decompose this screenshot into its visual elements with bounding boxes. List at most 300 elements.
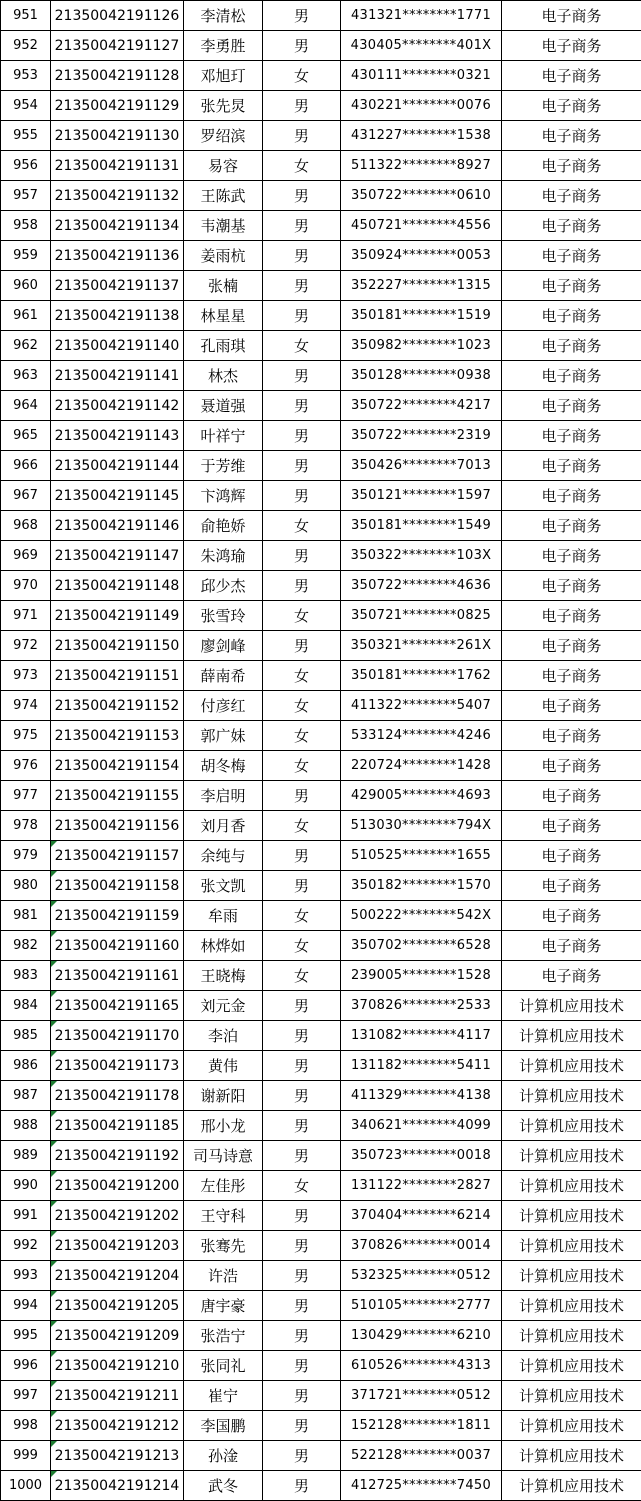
cell-name: 刘月香 (184, 811, 263, 841)
cell-id-card: 430111********0321 (341, 61, 502, 91)
cell-exam-id: 21350042191137 (51, 271, 184, 301)
cell-index: 969 (1, 541, 51, 571)
cell-id-card: 350982********1023 (341, 331, 502, 361)
cell-id-card: 370826********2533 (341, 991, 502, 1021)
table-row (1, 1411, 641, 1441)
table-row (1, 541, 641, 571)
cell-index: 980 (1, 871, 51, 901)
table-row (1, 1351, 641, 1381)
cell-major: 电子商务 (502, 481, 641, 511)
cell-major: 电子商务 (502, 451, 641, 481)
cell-id-card: 500222********542X (341, 901, 502, 931)
cell-id-card: 533124********4246 (341, 721, 502, 751)
cell-name: 王守科 (184, 1201, 263, 1231)
table-row (1, 511, 641, 541)
cell-name: 武冬 (184, 1471, 263, 1501)
cell-exam-id: 21350042191156 (51, 811, 184, 841)
cell-major: 电子商务 (502, 691, 641, 721)
table-row (1, 31, 641, 61)
cell-index: 970 (1, 571, 51, 601)
cell-id-card: 522128********0037 (341, 1441, 502, 1471)
cell-index: 1000 (1, 1471, 51, 1501)
cell-gender: 男 (263, 121, 341, 151)
cell-gender: 男 (263, 301, 341, 331)
cell-index: 962 (1, 331, 51, 361)
cell-gender: 男 (263, 361, 341, 391)
cell-id-card: 411322********5407 (341, 691, 502, 721)
cell-index: 966 (1, 451, 51, 481)
cell-major: 电子商务 (502, 301, 641, 331)
cell-gender: 男 (263, 991, 341, 1021)
cell-exam-id: 21350042191152 (51, 691, 184, 721)
cell-index: 991 (1, 1201, 51, 1231)
cell-id-card: 513030********794X (341, 811, 502, 841)
cell-index: 979 (1, 841, 51, 871)
cell-exam-id: 21350042191141 (51, 361, 184, 391)
cell-major: 电子商务 (502, 841, 641, 871)
cell-name: 许浩 (184, 1261, 263, 1291)
cell-id-card: 152128********1811 (341, 1411, 502, 1441)
cell-name: 叶祥宁 (184, 421, 263, 451)
cell-id-card: 350702********6528 (341, 931, 502, 961)
cell-exam-id: 21350042191212 (51, 1411, 184, 1441)
cell-gender: 女 (263, 511, 341, 541)
cell-name: 李清松 (184, 1, 263, 31)
cell-index: 959 (1, 241, 51, 271)
cell-exam-id: 21350042191159 (51, 901, 184, 931)
table-row (1, 181, 641, 211)
cell-major: 电子商务 (502, 721, 641, 751)
cell-gender: 男 (263, 1321, 341, 1351)
cell-exam-id: 21350042191150 (51, 631, 184, 661)
cell-id-card: 510525********1655 (341, 841, 502, 871)
table-row (1, 811, 641, 841)
cell-id-card: 131122********2827 (341, 1171, 502, 1201)
cell-id-card: 350722********4636 (341, 571, 502, 601)
cell-id-card: 340621********4099 (341, 1111, 502, 1141)
cell-index: 981 (1, 901, 51, 931)
cell-major: 电子商务 (502, 781, 641, 811)
table-row (1, 301, 641, 331)
cell-exam-id: 21350042191132 (51, 181, 184, 211)
cell-major: 电子商务 (502, 511, 641, 541)
cell-gender: 女 (263, 721, 341, 751)
cell-name: 李泊 (184, 1021, 263, 1051)
cell-major: 电子商务 (502, 661, 641, 691)
cell-gender: 女 (263, 691, 341, 721)
cell-name: 聂道强 (184, 391, 263, 421)
cell-name: 付彦红 (184, 691, 263, 721)
cell-id-card: 370826********0014 (341, 1231, 502, 1261)
cell-major: 电子商务 (502, 751, 641, 781)
cell-id-card: 350723********0018 (341, 1141, 502, 1171)
cell-exam-id: 21350042191154 (51, 751, 184, 781)
cell-index: 964 (1, 391, 51, 421)
cell-exam-id: 21350042191213 (51, 1441, 184, 1471)
table-row (1, 391, 641, 421)
cell-gender: 女 (263, 151, 341, 181)
cell-exam-id: 21350042191149 (51, 601, 184, 631)
cell-exam-id: 21350042191161 (51, 961, 184, 991)
cell-exam-id: 21350042191205 (51, 1291, 184, 1321)
cell-id-card: 350181********1762 (341, 661, 502, 691)
cell-major: 电子商务 (502, 421, 641, 451)
cell-exam-id: 21350042191127 (51, 31, 184, 61)
cell-gender: 男 (263, 1, 341, 31)
cell-gender: 男 (263, 1471, 341, 1501)
cell-gender: 女 (263, 601, 341, 631)
cell-major: 计算机应用技术 (502, 1411, 641, 1441)
cell-index: 984 (1, 991, 51, 1021)
table-row (1, 121, 641, 151)
cell-major: 计算机应用技术 (502, 1471, 641, 1501)
cell-exam-id: 21350042191178 (51, 1081, 184, 1111)
cell-major: 计算机应用技术 (502, 1291, 641, 1321)
cell-gender: 男 (263, 181, 341, 211)
table-row (1, 571, 641, 601)
cell-id-card: 431321********1771 (341, 1, 502, 31)
cell-name: 牟雨 (184, 901, 263, 931)
cell-name: 谢新阳 (184, 1081, 263, 1111)
cell-exam-id: 21350042191203 (51, 1231, 184, 1261)
cell-gender: 男 (263, 421, 341, 451)
cell-name: 邢小龙 (184, 1111, 263, 1141)
cell-id-card: 352227********1315 (341, 271, 502, 301)
cell-gender: 男 (263, 91, 341, 121)
cell-id-card: 430405********401X (341, 31, 502, 61)
cell-gender: 男 (263, 1381, 341, 1411)
cell-index: 998 (1, 1411, 51, 1441)
cell-gender: 女 (263, 661, 341, 691)
table-row (1, 361, 641, 391)
cell-index: 954 (1, 91, 51, 121)
cell-exam-id: 21350042191192 (51, 1141, 184, 1171)
cell-id-card: 350182********1570 (341, 871, 502, 901)
cell-gender: 男 (263, 1441, 341, 1471)
table-row (1, 1171, 641, 1201)
cell-exam-id: 21350042191145 (51, 481, 184, 511)
cell-id-card: 350426********7013 (341, 451, 502, 481)
cell-id-card: 131182********5411 (341, 1051, 502, 1081)
cell-gender: 男 (263, 1141, 341, 1171)
cell-exam-id: 21350042191140 (51, 331, 184, 361)
cell-name: 王陈武 (184, 181, 263, 211)
table-row (1, 1081, 641, 1111)
cell-exam-id: 21350042191148 (51, 571, 184, 601)
cell-major: 计算机应用技术 (502, 1051, 641, 1081)
cell-id-card: 239005********1528 (341, 961, 502, 991)
cell-exam-id: 21350042191157 (51, 841, 184, 871)
cell-exam-id: 21350042191129 (51, 91, 184, 121)
cell-exam-id: 21350042191165 (51, 991, 184, 1021)
cell-name: 俞艳娇 (184, 511, 263, 541)
cell-exam-id: 21350042191185 (51, 1111, 184, 1141)
cell-index: 999 (1, 1441, 51, 1471)
cell-gender: 男 (263, 1291, 341, 1321)
table-row (1, 1441, 641, 1471)
cell-exam-id: 21350042191147 (51, 541, 184, 571)
cell-gender: 女 (263, 751, 341, 781)
cell-exam-id: 21350042191155 (51, 781, 184, 811)
table-row (1, 961, 641, 991)
cell-exam-id: 21350042191153 (51, 721, 184, 751)
cell-index: 951 (1, 1, 51, 31)
cell-index: 960 (1, 271, 51, 301)
cell-id-card: 350924********0053 (341, 241, 502, 271)
cell-exam-id: 21350042191138 (51, 301, 184, 331)
cell-name: 廖剑峰 (184, 631, 263, 661)
cell-major: 电子商务 (502, 811, 641, 841)
cell-id-card: 431227********1538 (341, 121, 502, 151)
table-row (1, 1381, 641, 1411)
cell-name: 刘元金 (184, 991, 263, 1021)
cell-gender: 男 (263, 1051, 341, 1081)
table-row (1, 1291, 641, 1321)
cell-major: 计算机应用技术 (502, 1261, 641, 1291)
cell-name: 姜雨杭 (184, 241, 263, 271)
cell-major: 电子商务 (502, 241, 641, 271)
cell-index: 997 (1, 1381, 51, 1411)
cell-id-card: 450721********4556 (341, 211, 502, 241)
cell-major: 电子商务 (502, 151, 641, 181)
cell-name: 于芳维 (184, 451, 263, 481)
cell-exam-id: 21350042191170 (51, 1021, 184, 1051)
cell-id-card: 510105********2777 (341, 1291, 502, 1321)
cell-id-card: 430221********0076 (341, 91, 502, 121)
table-row (1, 1141, 641, 1171)
cell-name: 孙淦 (184, 1441, 263, 1471)
table-row (1, 1021, 641, 1051)
cell-gender: 男 (263, 781, 341, 811)
table-row (1, 781, 641, 811)
cell-name: 张骞先 (184, 1231, 263, 1261)
cell-gender: 男 (263, 1021, 341, 1051)
cell-name: 薛南希 (184, 661, 263, 691)
cell-gender: 男 (263, 1411, 341, 1441)
cell-major: 计算机应用技术 (502, 1021, 641, 1051)
table-row (1, 1471, 641, 1501)
cell-id-card: 370404********6214 (341, 1201, 502, 1231)
cell-index: 978 (1, 811, 51, 841)
cell-id-card: 350121********1597 (341, 481, 502, 511)
cell-major: 电子商务 (502, 601, 641, 631)
cell-exam-id: 21350042191158 (51, 871, 184, 901)
cell-major: 计算机应用技术 (502, 1111, 641, 1141)
cell-major: 电子商务 (502, 121, 641, 151)
cell-id-card: 350722********0610 (341, 181, 502, 211)
cell-gender: 男 (263, 871, 341, 901)
table-row (1, 631, 641, 661)
cell-id-card: 130429********6210 (341, 1321, 502, 1351)
cell-gender: 女 (263, 331, 341, 361)
cell-index: 987 (1, 1081, 51, 1111)
cell-exam-id: 21350042191126 (51, 1, 184, 31)
table-body (1, 1, 641, 1501)
cell-major: 计算机应用技术 (502, 1141, 641, 1171)
table-row (1, 1201, 641, 1231)
cell-exam-id: 21350042191130 (51, 121, 184, 151)
cell-major: 电子商务 (502, 571, 641, 601)
table-row (1, 661, 641, 691)
table-row (1, 1051, 641, 1081)
cell-index: 967 (1, 481, 51, 511)
cell-name: 易容 (184, 151, 263, 181)
table-row (1, 1, 641, 31)
cell-id-card: 131082********4117 (341, 1021, 502, 1051)
cell-name: 张先炅 (184, 91, 263, 121)
cell-id-card: 371721********0512 (341, 1381, 502, 1411)
cell-gender: 男 (263, 391, 341, 421)
cell-major: 计算机应用技术 (502, 1081, 641, 1111)
cell-exam-id: 21350042191200 (51, 1171, 184, 1201)
cell-index: 974 (1, 691, 51, 721)
table-row (1, 331, 641, 361)
cell-major: 电子商务 (502, 901, 641, 931)
cell-index: 993 (1, 1261, 51, 1291)
cell-name: 胡冬梅 (184, 751, 263, 781)
cell-major: 电子商务 (502, 541, 641, 571)
cell-exam-id: 21350042191136 (51, 241, 184, 271)
table-row (1, 841, 641, 871)
cell-major: 电子商务 (502, 31, 641, 61)
cell-name: 卞鸿辉 (184, 481, 263, 511)
cell-name: 张雪玲 (184, 601, 263, 631)
cell-exam-id: 21350042191202 (51, 1201, 184, 1231)
cell-major: 电子商务 (502, 271, 641, 301)
cell-exam-id: 21350042191134 (51, 211, 184, 241)
cell-id-card: 350181********1549 (341, 511, 502, 541)
cell-gender: 女 (263, 901, 341, 931)
cell-name: 唐宇豪 (184, 1291, 263, 1321)
cell-name: 李勇胜 (184, 31, 263, 61)
table-row (1, 451, 641, 481)
cell-name: 林杰 (184, 361, 263, 391)
cell-gender: 男 (263, 1111, 341, 1141)
cell-index: 963 (1, 361, 51, 391)
cell-exam-id: 21350042191211 (51, 1381, 184, 1411)
cell-name: 李国鹏 (184, 1411, 263, 1441)
cell-index: 986 (1, 1051, 51, 1081)
cell-index: 956 (1, 151, 51, 181)
table-row (1, 721, 641, 751)
cell-id-card: 350722********4217 (341, 391, 502, 421)
cell-exam-id: 21350042191210 (51, 1351, 184, 1381)
cell-index: 968 (1, 511, 51, 541)
cell-gender: 男 (263, 271, 341, 301)
cell-id-card: 350721********0825 (341, 601, 502, 631)
cell-major: 电子商务 (502, 961, 641, 991)
cell-exam-id: 21350042191209 (51, 1321, 184, 1351)
table-row (1, 1111, 641, 1141)
cell-major: 电子商务 (502, 331, 641, 361)
cell-gender: 女 (263, 961, 341, 991)
cell-gender: 男 (263, 241, 341, 271)
table-row (1, 91, 641, 121)
cell-name: 邓旭玎 (184, 61, 263, 91)
cell-exam-id: 21350042191144 (51, 451, 184, 481)
cell-major: 计算机应用技术 (502, 1201, 641, 1231)
cell-exam-id: 21350042191160 (51, 931, 184, 961)
cell-gender: 男 (263, 1231, 341, 1261)
cell-gender: 女 (263, 61, 341, 91)
cell-exam-id: 21350042191131 (51, 151, 184, 181)
table-row (1, 421, 641, 451)
cell-id-card: 350181********1519 (341, 301, 502, 331)
cell-id-card: 429005********4693 (341, 781, 502, 811)
cell-gender: 男 (263, 451, 341, 481)
cell-name: 孔雨琪 (184, 331, 263, 361)
table-row (1, 211, 641, 241)
cell-id-card: 350722********2319 (341, 421, 502, 451)
cell-gender: 男 (263, 631, 341, 661)
cell-name: 王晓梅 (184, 961, 263, 991)
cell-index: 955 (1, 121, 51, 151)
cell-gender: 男 (263, 841, 341, 871)
cell-exam-id: 21350042191143 (51, 421, 184, 451)
cell-name: 林烨如 (184, 931, 263, 961)
cell-major: 计算机应用技术 (502, 1171, 641, 1201)
cell-index: 972 (1, 631, 51, 661)
cell-name: 张楠 (184, 271, 263, 301)
cell-gender: 男 (263, 1351, 341, 1381)
table-row (1, 751, 641, 781)
cell-id-card: 610526********4313 (341, 1351, 502, 1381)
cell-index: 971 (1, 601, 51, 631)
cell-name: 林星星 (184, 301, 263, 331)
cell-major: 电子商务 (502, 61, 641, 91)
table-row (1, 601, 641, 631)
cell-major: 计算机应用技术 (502, 1321, 641, 1351)
cell-id-card: 532325********0512 (341, 1261, 502, 1291)
cell-major: 电子商务 (502, 631, 641, 661)
cell-gender: 女 (263, 1171, 341, 1201)
cell-name: 张同礼 (184, 1351, 263, 1381)
cell-name: 左佳彤 (184, 1171, 263, 1201)
cell-name: 余纯与 (184, 841, 263, 871)
cell-name: 李启明 (184, 781, 263, 811)
cell-id-card: 511322********8927 (341, 151, 502, 181)
cell-gender: 男 (263, 571, 341, 601)
cell-index: 989 (1, 1141, 51, 1171)
cell-major: 计算机应用技术 (502, 1231, 641, 1261)
cell-index: 976 (1, 751, 51, 781)
cell-index: 996 (1, 1351, 51, 1381)
cell-gender: 男 (263, 1081, 341, 1111)
cell-name: 司马诗意 (184, 1141, 263, 1171)
cell-index: 982 (1, 931, 51, 961)
cell-gender: 男 (263, 1261, 341, 1291)
cell-index: 961 (1, 301, 51, 331)
cell-gender: 男 (263, 1201, 341, 1231)
cell-index: 952 (1, 31, 51, 61)
cell-id-card: 350321********261X (341, 631, 502, 661)
cell-name: 邱少杰 (184, 571, 263, 601)
table-row (1, 1261, 641, 1291)
table-row (1, 901, 641, 931)
cell-id-card: 412725********7450 (341, 1471, 502, 1501)
cell-index: 992 (1, 1231, 51, 1261)
cell-index: 985 (1, 1021, 51, 1051)
cell-index: 983 (1, 961, 51, 991)
cell-major: 电子商务 (502, 91, 641, 121)
cell-name: 韦潮基 (184, 211, 263, 241)
cell-exam-id: 21350042191173 (51, 1051, 184, 1081)
cell-index: 995 (1, 1321, 51, 1351)
cell-major: 电子商务 (502, 931, 641, 961)
cell-id-card: 350322********103X (341, 541, 502, 571)
cell-index: 975 (1, 721, 51, 751)
cell-index: 977 (1, 781, 51, 811)
